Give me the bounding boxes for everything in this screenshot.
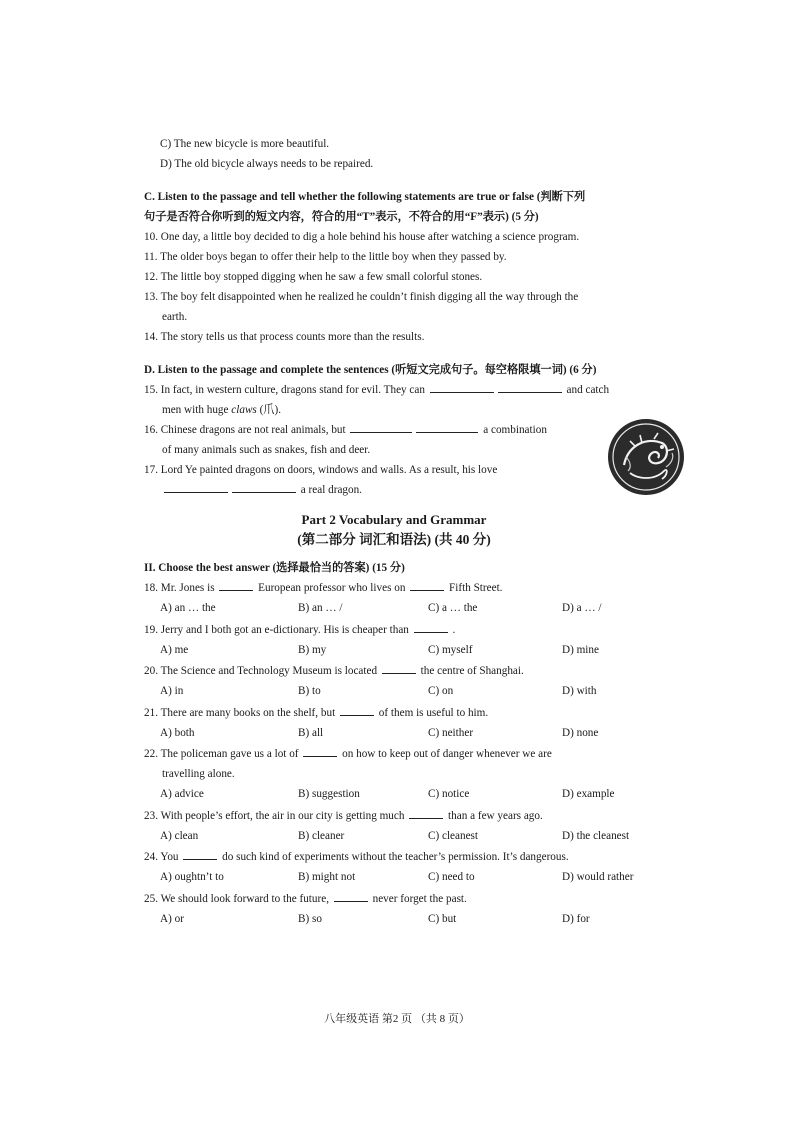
mcq-question	[144, 661, 664, 681]
question-text: 22. The policeman gave us a lot of	[144, 748, 299, 760]
answer-option[interactable]: A) oughtn’t to	[160, 871, 224, 883]
answer-blank[interactable]	[498, 381, 562, 393]
section-d-heading: D. Listen to the passage and complete the sentences (听短文完成句子。每空格限填一词) (6 分)	[144, 364, 597, 376]
answer-blank[interactable]	[183, 848, 217, 860]
answer-options	[144, 681, 664, 703]
answer-option[interactable]: D) none	[562, 726, 599, 739]
page-content	[144, 134, 664, 930]
q15-text-end: and catch	[566, 384, 610, 396]
q16-text: 16. Chinese dragons are not real animals, but	[144, 424, 346, 436]
answer-blank[interactable]	[416, 421, 478, 433]
answer-option[interactable]: D) for	[562, 912, 590, 925]
question-text-end: .	[452, 623, 456, 636]
question-text-end: never forget the past.	[372, 892, 467, 905]
answer-options	[144, 598, 664, 620]
answer-blank[interactable]	[414, 621, 448, 633]
q15-text: 15. In fact, in western culture, dragons stand for evil. They can	[144, 384, 425, 396]
question-text-end: do such kind of experiments without the teacher’s permission. It’s dangerous.	[222, 851, 569, 863]
answer-option[interactable]: B) all	[298, 726, 324, 739]
mcq-question	[144, 744, 664, 764]
question-17-cont	[144, 480, 664, 500]
answer-option[interactable]: D) with	[562, 685, 597, 697]
answer-option[interactable]: B) cleaner	[298, 829, 345, 842]
answer-option[interactable]: B) might not	[298, 871, 356, 883]
answer-blank[interactable]	[409, 807, 443, 819]
answer-option[interactable]: A) advice	[160, 788, 204, 800]
answer-option[interactable]: A) or	[160, 912, 184, 925]
answer-option[interactable]: C) on	[428, 685, 454, 697]
page-footer: 八年级英语 第2 页 （共 8 页）	[324, 1013, 470, 1025]
answer-option[interactable]: C) cleanest	[428, 829, 479, 842]
answer-blank[interactable]	[232, 481, 296, 493]
option-line: C) The new bicycle is more beautiful.	[160, 138, 330, 150]
statement-10: 10. One day, a little boy decided to dig a hole behind his house after watching a science program.	[144, 231, 580, 243]
answer-option[interactable]: D) the cleanest	[562, 829, 630, 842]
answer-blank[interactable]	[430, 381, 494, 393]
answer-option[interactable]: D) would rather	[562, 871, 634, 883]
answer-blank[interactable]	[382, 662, 416, 674]
section-c-heading-cont: 句子是否符合你听到的短文内容，符合的用“T”表示，不符合的用“F”表示) (5 分)	[144, 211, 539, 223]
answer-blank[interactable]	[350, 421, 412, 433]
mcq-question	[144, 703, 664, 723]
claws-gloss: (爪).	[259, 404, 282, 416]
part-2-title: Part 2 Vocabulary and Grammar	[301, 512, 487, 527]
question-text: 20. The Science and Technology Museum is located	[144, 665, 378, 677]
answer-option[interactable]: C) notice	[428, 788, 470, 800]
question-text: 21. There are many books on the shelf, but	[144, 706, 336, 719]
question-text: 19. Jerry and I both got an e-dictionary. His is cheaper than	[144, 623, 409, 636]
section-c-heading: C. Listen to the passage and tell whether the following statements are true or false (判断下列	[144, 191, 586, 203]
claws-word: claws	[231, 404, 257, 416]
mcq-question	[144, 620, 664, 640]
dragon-medallion-image	[606, 417, 686, 497]
answer-option[interactable]: C) a … the	[428, 602, 478, 614]
answer-blank[interactable]	[410, 579, 444, 591]
answer-option[interactable]: C) need to	[428, 871, 475, 883]
question-text-end: of them is useful to him.	[378, 706, 489, 719]
question-text: 23. With people’s effort, the air in our city is getting much	[144, 809, 405, 822]
question-text: 24. You	[144, 851, 179, 863]
answer-option[interactable]: A) me	[160, 643, 189, 656]
answer-option[interactable]: B) to	[298, 685, 321, 697]
answer-options	[144, 640, 664, 662]
answer-option[interactable]: B) my	[298, 643, 327, 656]
statement-11: 11. The older boys began to offer their help to the little boy when they passed by.	[144, 251, 507, 263]
statement-13: 13. The boy felt disappointed when he realized he couldn’t finish digging all the way through the	[144, 291, 579, 303]
answer-blank[interactable]	[303, 745, 337, 757]
answer-blank[interactable]	[164, 481, 228, 493]
answer-option[interactable]: B) an … /	[298, 602, 343, 614]
answer-option[interactable]: C) but	[428, 912, 457, 925]
question-text-end: on how to keep out of danger whenever we are	[342, 748, 552, 760]
question-text-cont: travelling alone.	[162, 768, 235, 780]
question-text-end: Fifth Street.	[449, 582, 503, 594]
question-15-cont	[144, 400, 664, 420]
mcq-question	[144, 889, 664, 909]
mcq-question	[144, 847, 664, 867]
question-15	[144, 380, 664, 400]
question-text-end: than a few years ago.	[448, 809, 543, 822]
q15-text-cont: men with huge	[162, 404, 229, 416]
question-text-end: the centre of Shanghai.	[420, 665, 524, 677]
answer-option[interactable]: B) so	[298, 912, 322, 925]
answer-option[interactable]: D) mine	[562, 643, 599, 656]
statement-14: 14. The story tells us that process counts more than the results.	[144, 331, 425, 343]
question-16-cont: of many animals such as snakes, fish and deer.	[162, 444, 371, 456]
section-ii-heading: II. Choose the best answer (选择最恰当的答案) (15 分)	[144, 562, 405, 574]
answer-option[interactable]: C) neither	[428, 726, 474, 739]
answer-blank[interactable]	[219, 579, 253, 591]
answer-options	[144, 867, 664, 889]
answer-blank[interactable]	[334, 890, 368, 902]
statement-13-cont: earth.	[162, 311, 188, 323]
option-line: D) The old bicycle always needs to be repaired.	[160, 158, 374, 170]
answer-options	[144, 909, 664, 931]
answer-option[interactable]: B) suggestion	[298, 788, 360, 800]
answer-options	[144, 723, 664, 745]
q17-text-end: a real dragon.	[300, 484, 362, 496]
question-16	[144, 420, 664, 440]
answer-options	[144, 826, 664, 848]
answer-options	[144, 784, 664, 806]
answer-option[interactable]: C) myself	[428, 643, 473, 656]
question-text: 18. Mr. Jones is	[144, 582, 215, 594]
answer-option[interactable]: D) a … /	[562, 602, 602, 614]
answer-option[interactable]: A) clean	[160, 829, 199, 842]
part-2-subtitle: (第二部分 词汇和语法) (共 40 分)	[297, 532, 491, 547]
question-text: 25. We should look forward to the future,	[144, 892, 330, 905]
statement-12: 12. The little boy stopped digging when he saw a few small colorful stones.	[144, 271, 483, 283]
question-17: 17. Lord Ye painted dragons on doors, windows and walls. As a result, his love	[144, 464, 498, 476]
mcq-question	[144, 806, 664, 826]
mcq-question	[144, 578, 664, 598]
answer-option[interactable]: D) example	[562, 788, 615, 800]
question-text-mid: European professor who lives on	[258, 582, 406, 594]
multiple-choice-list	[144, 578, 664, 930]
answer-blank[interactable]	[340, 704, 374, 716]
answer-option[interactable]: A) in	[160, 685, 184, 697]
q16-text-end: a combination	[483, 424, 547, 436]
answer-option[interactable]: A) an … the	[160, 602, 216, 614]
answer-option[interactable]: A) both	[160, 726, 195, 739]
